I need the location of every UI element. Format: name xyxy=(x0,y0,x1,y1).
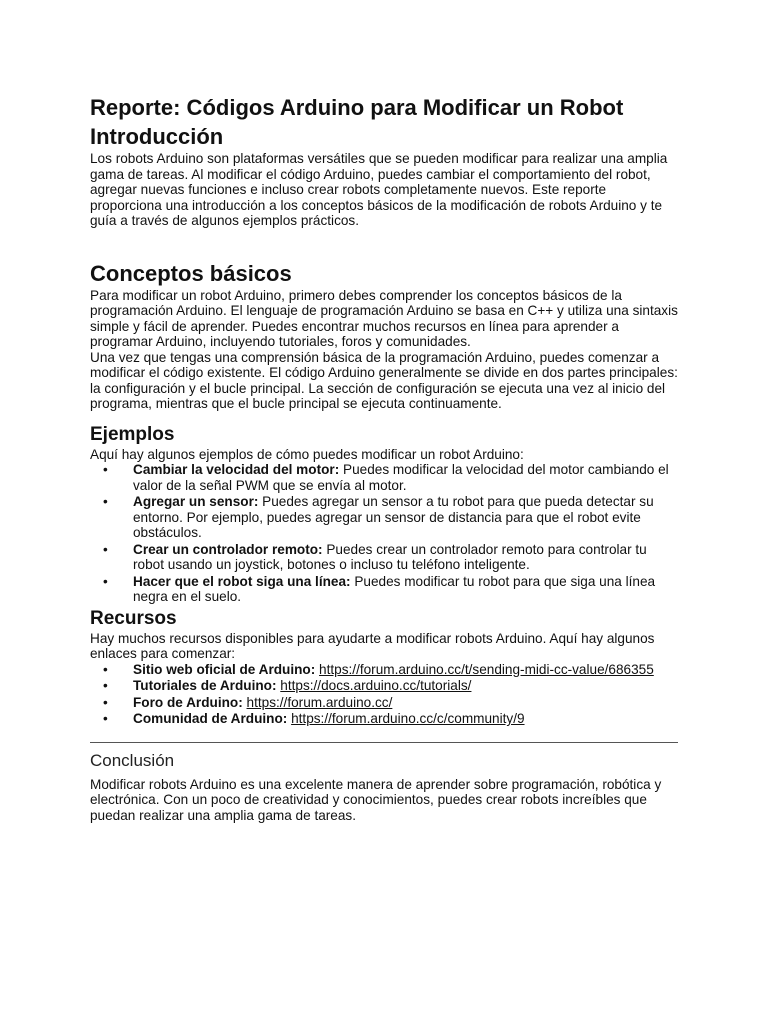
bullet: • xyxy=(103,694,108,710)
resource-link[interactable]: https://forum.arduino.cc/t/sending-midi-cc-value/686355 xyxy=(319,661,654,677)
ejemplos-heading: Ejemplos xyxy=(90,423,175,445)
recursos-list xyxy=(90,662,680,727)
ejemplos-list xyxy=(90,462,680,605)
list-item xyxy=(90,695,680,711)
bullet: • xyxy=(103,494,108,509)
item-text: Puedes modificar la velocidad del motor cambiando el valor de la señal PWM que se envía al motor. xyxy=(133,462,669,493)
list-item xyxy=(90,574,680,605)
list-item xyxy=(90,678,680,694)
list-item xyxy=(90,494,680,541)
bullet: • xyxy=(103,462,108,477)
item-bold-label: Agregar un sensor: xyxy=(133,494,259,509)
list-item xyxy=(90,662,680,678)
intro-heading: Introducción xyxy=(90,124,224,149)
bullet: • xyxy=(103,573,108,589)
bullet: • xyxy=(103,678,108,693)
item-bold-label: Cambiar la velocidad del motor: xyxy=(133,462,340,477)
bullet: • xyxy=(103,541,108,557)
item-bold-label: Comunidad de Arduino: xyxy=(133,711,288,726)
item-text: Puedes modificar tu robot para que siga una línea negra en el suelo. xyxy=(133,573,656,604)
resource-link[interactable]: https://docs.arduino.cc/tutorials/ xyxy=(280,678,472,693)
item-bold-label: Foro de Arduino: xyxy=(133,694,243,710)
list-item xyxy=(90,711,680,727)
intro-paragraph: Los robots Arduino son plataformas versátiles que se pueden modificar para realizar una amplia gama de tareas. Al modificar el código Arduino, puedes cambiar el comportamiento del robot, agregar nuevas funciones e incluso crear robots completamente nuevos. Este reporte proporciona una introducción a los conceptos básicos de la modificación de robots Arduino y te guía a través de algunos ejemplos prácticos. xyxy=(90,151,668,228)
item-bold-label: Tutoriales de Arduino: xyxy=(133,678,277,693)
conclusion-paragraph: Modificar robots Arduino es una excelente manera de aprender sobre programación, robótica y electrónica. Con un poco de creatividad y conocimientos, puedes crear robots increíbles que puedan realizar una amplia gama de tareas. xyxy=(90,776,662,823)
bullet: • xyxy=(103,661,108,677)
item-bold-label: Crear un controlador remoto: xyxy=(133,541,323,557)
recursos-heading: Recursos xyxy=(90,607,177,629)
document-page xyxy=(90,93,680,823)
recursos-intro: Hay muchos recursos disponibles para ayudarte a modificar robots Arduino. Aquí hay algunos enlaces para comenzar: xyxy=(90,630,655,661)
conceptos-paragraph-2: Una vez que tengas una comprensión básica de la programación Arduino, puedes comenzar a modificar el código existente. El código Arduino generalmente se divide en dos partes principales: la configuración y el bucle principal. La sección de configuración se ejecuta una vez al inicio del programa, mientras que el bucle principal se ejecuta continuamente. xyxy=(90,349,678,411)
conclusion-heading: Conclusión xyxy=(90,750,175,770)
horizontal-divider xyxy=(90,742,678,743)
document-title: Reporte: Códigos Arduino para Modificar un Robot xyxy=(90,95,624,120)
list-item xyxy=(90,542,680,573)
item-bold-label: Sitio web oficial de Arduino: xyxy=(133,661,316,677)
conceptos-heading: Conceptos básicos xyxy=(90,260,292,286)
conceptos-paragraph-1: Para modificar un robot Arduino, primero debes comprender los conceptos básicos de la programación Arduino. El lenguaje de programación Arduino se basa en C++ y utiliza una sintaxis simple y fácil de aprender. Puedes encontrar muchos recursos en línea para aprender a programar Arduino, incluyendo tutoriales, foros y comunidades. xyxy=(90,287,678,349)
item-text: Puedes crear un controlador remoto para controlar tu robot usando un joystick, botones o incluso tu teléfono inteligente. xyxy=(133,541,647,572)
ejemplos-intro: Aquí hay algunos ejemplos de cómo puedes modificar un robot Arduino: xyxy=(90,446,524,462)
item-text: Puedes agregar un sensor a tu robot para que pueda detectar su entorno. Por ejemplo, puedes agregar un sensor de distancia para que el robot evite obstáculos. xyxy=(133,494,654,540)
list-item xyxy=(90,462,680,493)
item-bold-label: Hacer que el robot siga una línea: xyxy=(133,573,351,589)
resource-link[interactable]: https://forum.arduino.cc/c/community/9 xyxy=(291,711,525,726)
resource-link[interactable]: https://forum.arduino.cc/ xyxy=(246,694,393,710)
bullet: • xyxy=(103,711,108,726)
